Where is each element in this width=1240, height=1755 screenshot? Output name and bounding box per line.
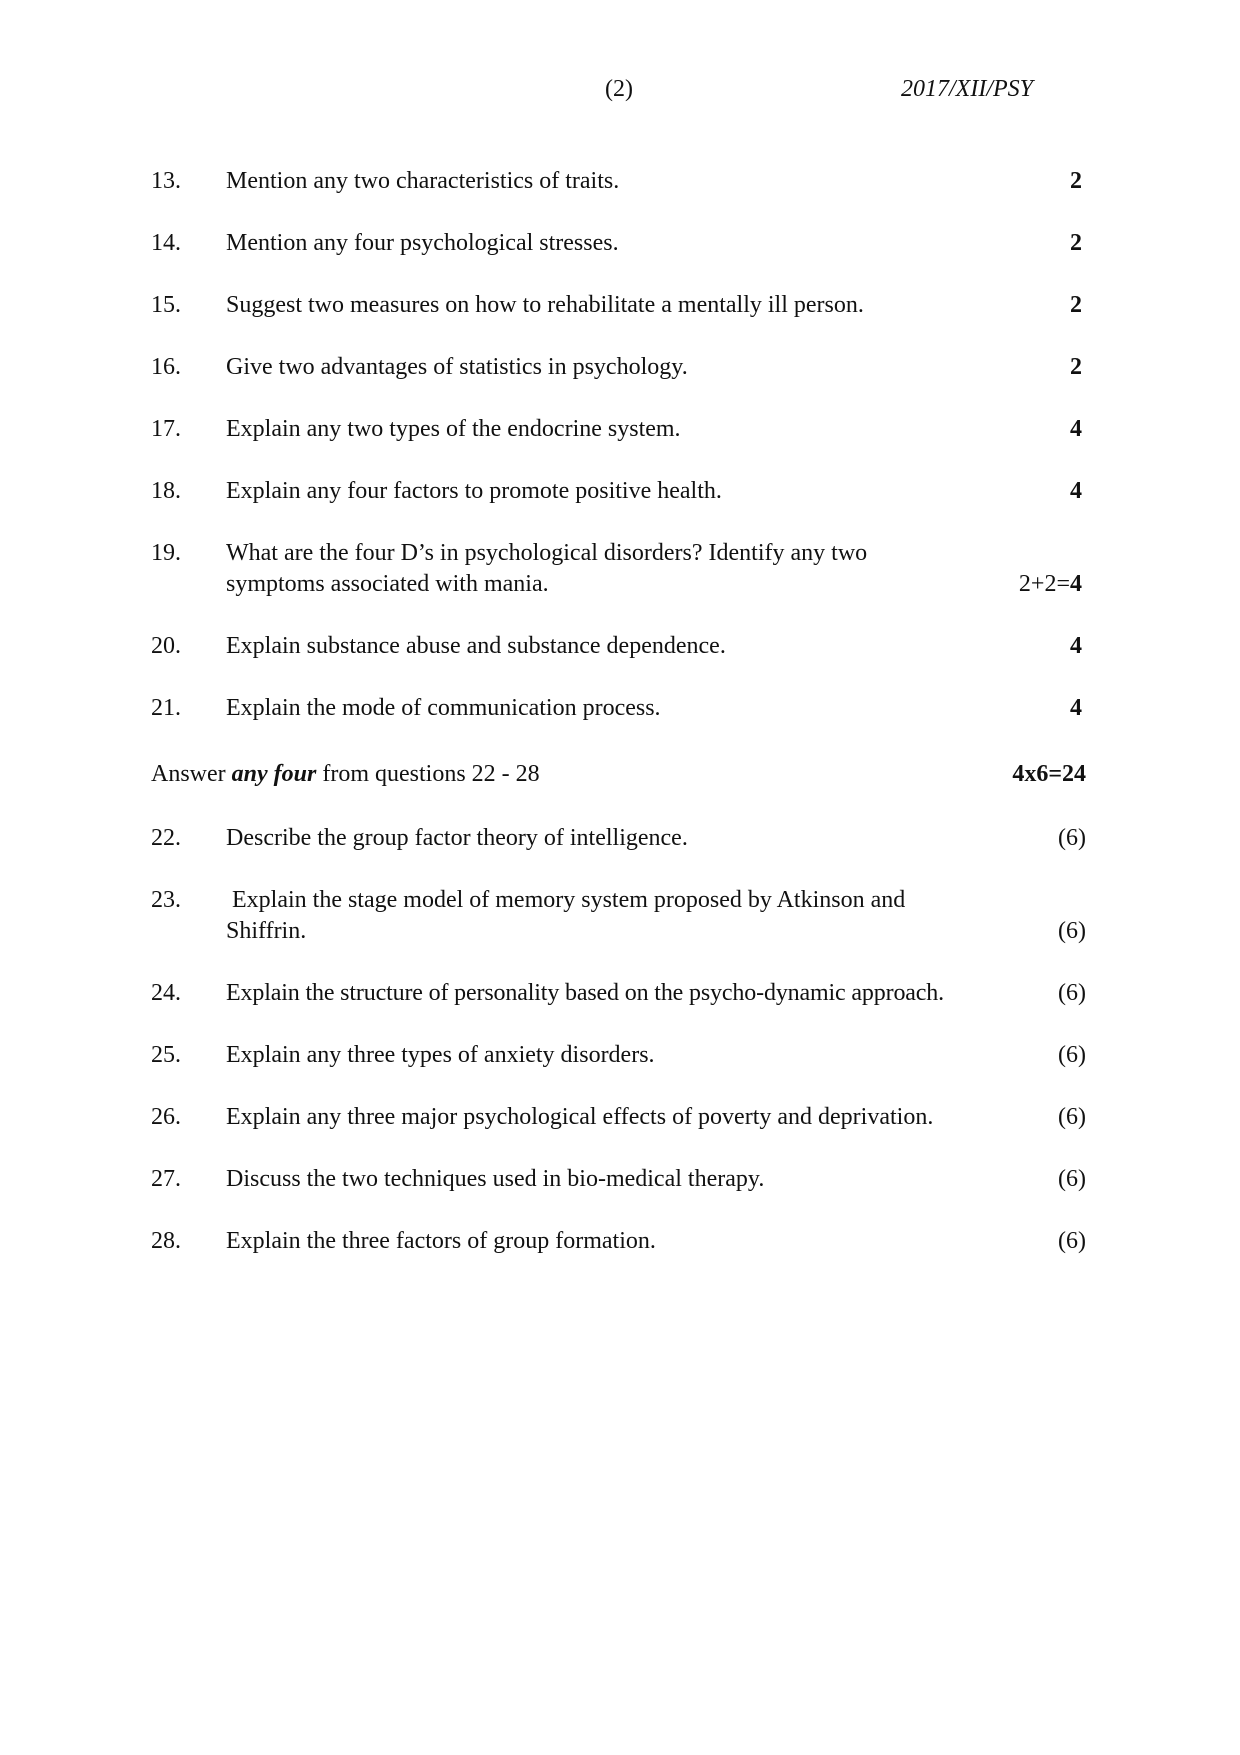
question-number: 15. — [151, 292, 181, 318]
question-text-line1: What are the four D’s in psychological disorders? Identify any two — [226, 540, 868, 566]
question-number: 24. — [151, 980, 181, 1006]
marks-breakdown: 2+2= — [1018, 571, 1070, 597]
question-marks: 2 — [1070, 230, 1082, 256]
question-number: 18. — [151, 478, 181, 504]
question-marks: (6) — [1058, 1104, 1086, 1130]
marks-total: 4 — [1070, 571, 1082, 597]
question-text: Explain any two types of the endocrine system. — [226, 416, 681, 442]
question-number: 14. — [151, 230, 181, 256]
question-marks: (6) — [1058, 1042, 1086, 1068]
question-marks: (6) — [1058, 1228, 1086, 1254]
question-number: 16. — [151, 354, 181, 380]
question-text: Describe the group factor theory of intelligence. — [226, 825, 688, 851]
question-text: Discuss the two techniques used in bio-medical therapy. — [226, 1166, 765, 1192]
section-instruction — [151, 761, 1086, 788]
question-marks: 4 — [1070, 695, 1082, 721]
question-marks: 4 — [1070, 416, 1082, 442]
question-text: Explain the structure of personality based on the psycho-dynamic approach. — [226, 980, 945, 1006]
question-text: Suggest two measures on how to rehabilitate a mentally ill person. — [226, 292, 864, 318]
question-number: 26. — [151, 1104, 181, 1130]
section-marks: 4x6=24 — [1012, 761, 1086, 787]
question-text: Explain any three major psychological effects of poverty and deprivation. — [226, 1104, 934, 1130]
question-number: 23. — [151, 887, 181, 913]
question-text: Explain any three types of anxiety disorders. — [226, 1042, 655, 1068]
question-number: 13. — [151, 168, 181, 194]
question-marks: (6) — [1058, 918, 1086, 944]
instruction-emphasis: any four — [231, 761, 317, 787]
question-text: Give two advantages of statistics in psychology. — [226, 354, 688, 380]
question-marks: 2 — [1070, 168, 1082, 194]
question-number: 28. — [151, 1228, 181, 1254]
question-text-line2: symptoms associated with mania. — [226, 571, 549, 597]
question-number: 27. — [151, 1166, 181, 1192]
question-text-line1: Explain the stage model of memory system proposed by Atkinson and — [226, 887, 906, 913]
question-marks: 4 — [1070, 478, 1082, 504]
question-marks: (6) — [1058, 980, 1086, 1006]
question-number: 17. — [151, 416, 181, 442]
question-marks: 2 — [1070, 292, 1082, 318]
instruction-prefix: Answer — [151, 761, 232, 787]
question-text: Mention any four psychological stresses. — [226, 230, 619, 256]
question-marks — [1019, 569, 1082, 600]
question-text: Explain the three factors of group formation. — [226, 1228, 656, 1254]
question-marks: 2 — [1070, 354, 1082, 380]
question-text: Explain any four factors to promote positive health. — [226, 478, 722, 504]
question-number: 21. — [151, 695, 181, 721]
question-text-line2: Shiffrin. — [226, 918, 307, 944]
question-number: 19. — [151, 540, 181, 566]
paper-code: 2017/XII/PSY — [901, 76, 1033, 102]
page-number: (2) — [605, 76, 633, 102]
instruction-suffix: from questions 22 - 28 — [316, 761, 540, 787]
question-number: 20. — [151, 633, 181, 659]
question-marks: 4 — [1070, 633, 1082, 659]
question-text: Explain substance abuse and substance dependence. — [226, 633, 726, 659]
question-number: 25. — [151, 1042, 181, 1068]
question-marks: (6) — [1058, 825, 1086, 851]
question-number: 22. — [151, 825, 181, 851]
question-marks: (6) — [1058, 1166, 1086, 1192]
question-text: Mention any two characteristics of traits. — [226, 168, 620, 194]
question-text: Explain the mode of communication process. — [226, 695, 661, 721]
